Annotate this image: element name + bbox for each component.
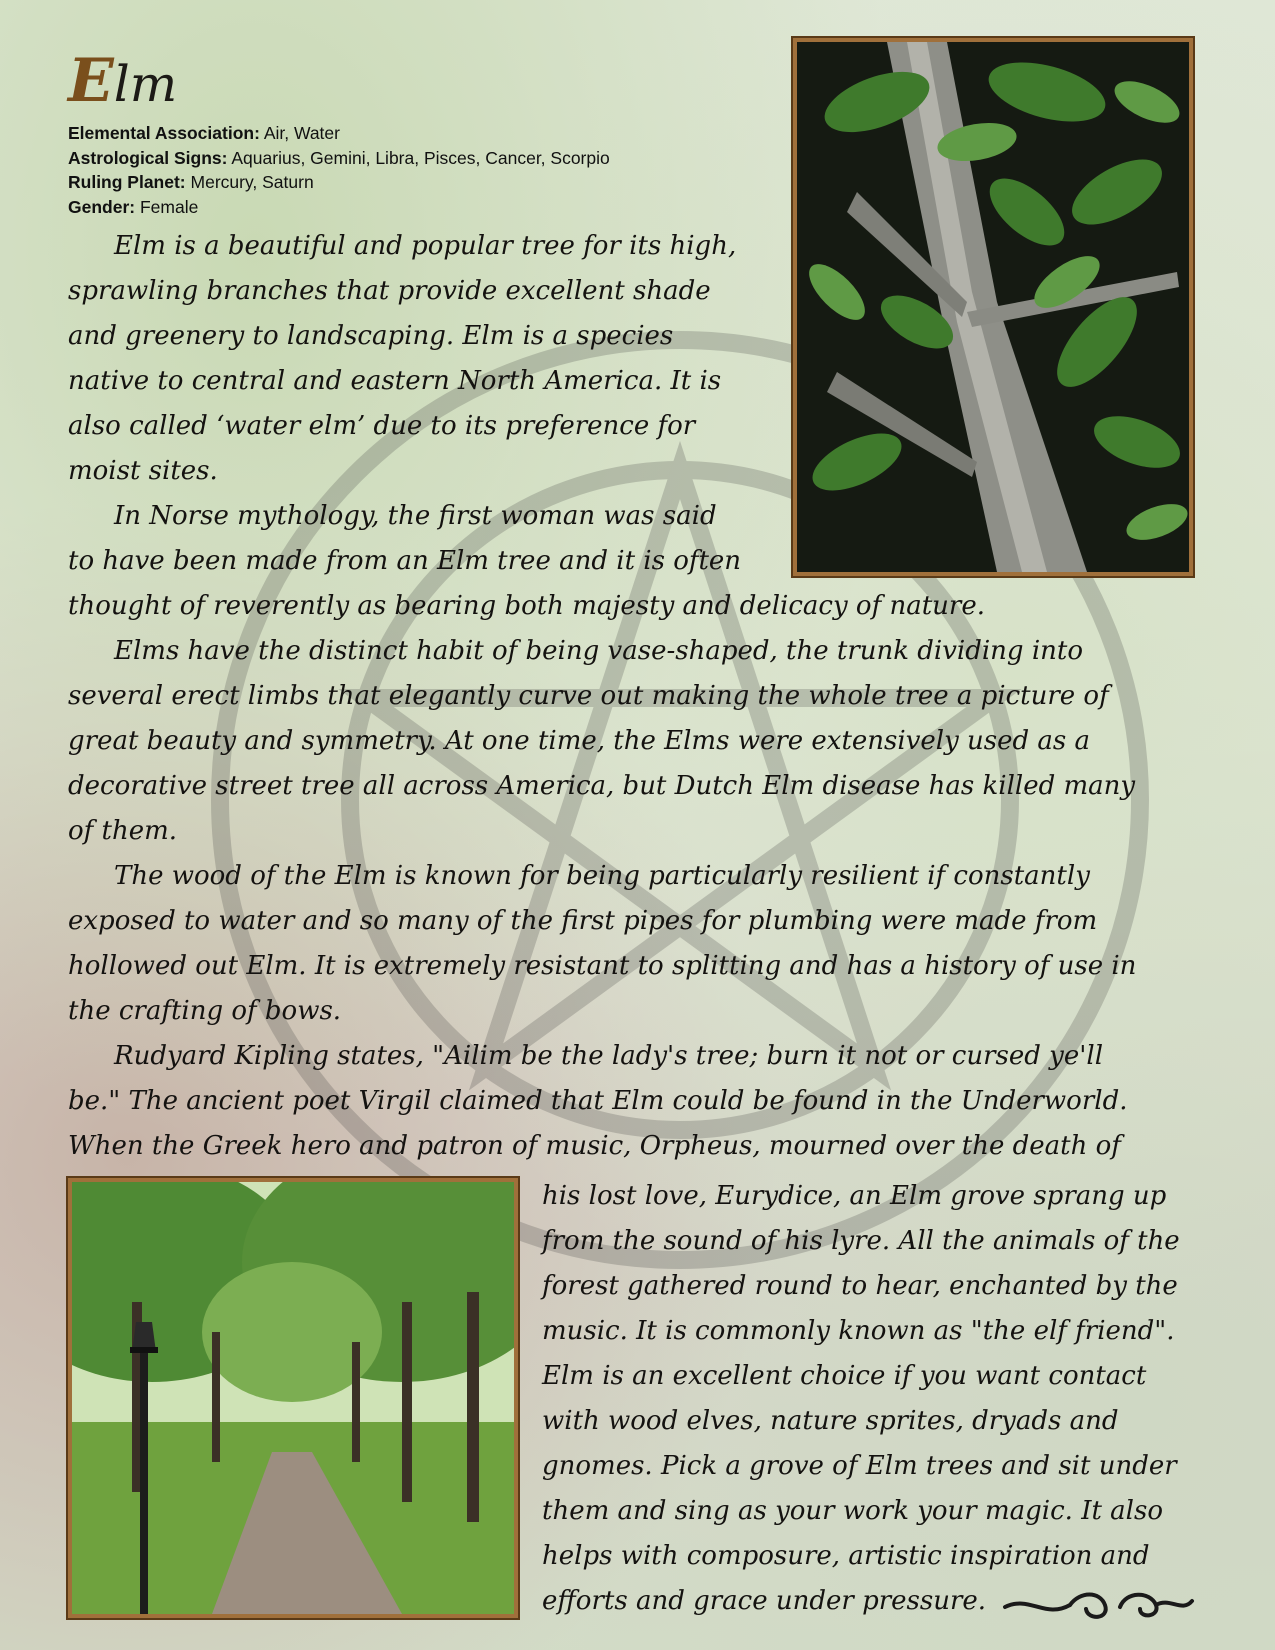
attribute-elemental [68, 121, 748, 146]
text-line: also called ‘water elm’ due to its preference for [68, 411, 696, 441]
attribute-label: Astrological Signs: [68, 147, 228, 168]
text-line: to have been made from an Elm tree and it is often [68, 546, 742, 576]
attribute-astrological [68, 146, 748, 171]
text-line: The wood of the Elm is known for being particularly resilient if constantly [114, 861, 1090, 891]
text-line: helps with composure, artistic inspiration and [542, 1541, 1150, 1571]
text-line: efforts and grace under pressure. [542, 1586, 987, 1616]
text-line: When the Greek hero and patron of music, Orpheus, mourned over the death of [68, 1131, 1121, 1161]
attribute-label: Elemental Association: [68, 123, 260, 143]
text-line: Elm is an excellent choice if you want contact [542, 1361, 1147, 1391]
text-line: his lost love, Eurydice, an Elm grove sprang up [542, 1181, 1167, 1211]
attribute-value: Air, Water [263, 123, 340, 143]
attribute-value: Aquarius, Gemini, Libra, Pisces, Cancer, Scorpio [231, 147, 610, 168]
header-block [68, 46, 748, 219]
text-line: exposed to water and so many of the first pipes for plumbing were made from [68, 906, 1098, 936]
attribute-value: Mercury, Saturn [190, 172, 314, 192]
attribute-planet [68, 170, 748, 195]
text-line: hollowed out Elm. It is extremely resistant to splitting and has a history of use in [68, 951, 1137, 981]
text-line: native to central and eastern North America. It is [68, 366, 722, 396]
text-line: several erect limbs that elegantly curve out making the whole tree a picture of [68, 681, 1109, 711]
text-line: gnomes. Pick a grove of Elm trees and sit under [542, 1451, 1177, 1481]
title-rest: lm [113, 55, 178, 113]
body-column-bottom [542, 1174, 1242, 1624]
attribute-label: Ruling Planet: [68, 172, 186, 192]
text-line: moist sites. [68, 456, 218, 486]
text-line: great beauty and symmetry. At one time, the Elms were extensively used as a [68, 726, 1091, 756]
text-line: the crafting of bows. [68, 996, 342, 1026]
text-line: Elm is a beautiful and popular tree for its high, [114, 231, 737, 261]
text-line: In Norse mythology, the first woman was said [114, 501, 717, 531]
attribute-value: Female [139, 196, 199, 217]
title-initial: E [68, 46, 114, 116]
text-line: and greenery to landscaping. Elm is a species [68, 321, 674, 351]
body-column-middle [68, 584, 1218, 1169]
text-line: thought of reverently as bearing both majesty and delicacy of nature. [68, 591, 985, 621]
text-line: with wood elves, nature sprites, dryads and [542, 1406, 1119, 1436]
text-line: them and sing as your work your magic. It also [542, 1496, 1163, 1526]
body-column-top [68, 224, 788, 584]
elm-avenue-photo [68, 1178, 518, 1618]
text-line: of them. [68, 816, 178, 846]
attribute-label: Gender: [68, 196, 136, 217]
text-line: from the sound of his lyre. All the animals of the [542, 1226, 1180, 1256]
elm-branch-photo [793, 38, 1193, 576]
text-line: be." The ancient poet Virgil claimed that Elm could be found in the Underworld. [68, 1086, 1128, 1116]
text-line: Elms have the distinct habit of being vase-shaped, the trunk dividing into [114, 636, 1083, 666]
elm-avenue-illustration [72, 1182, 514, 1614]
elm-branch-illustration [797, 42, 1189, 572]
attribute-gender [68, 195, 748, 220]
text-line: Rudyard Kipling states, "Ailim be the lady's tree; burn it not or cursed ye'll [114, 1041, 1104, 1071]
text-line: forest gathered round to hear, enchanted by the [542, 1271, 1178, 1301]
end-flourish-icon [1000, 1585, 1195, 1625]
text-line: decorative street tree all across America, but Dutch Elm disease has killed many [68, 771, 1136, 801]
page-title [68, 46, 748, 116]
text-line: music. It is commonly known as "the elf friend". [542, 1316, 1175, 1346]
text-line: sprawling branches that provide excellent shade [68, 276, 711, 306]
